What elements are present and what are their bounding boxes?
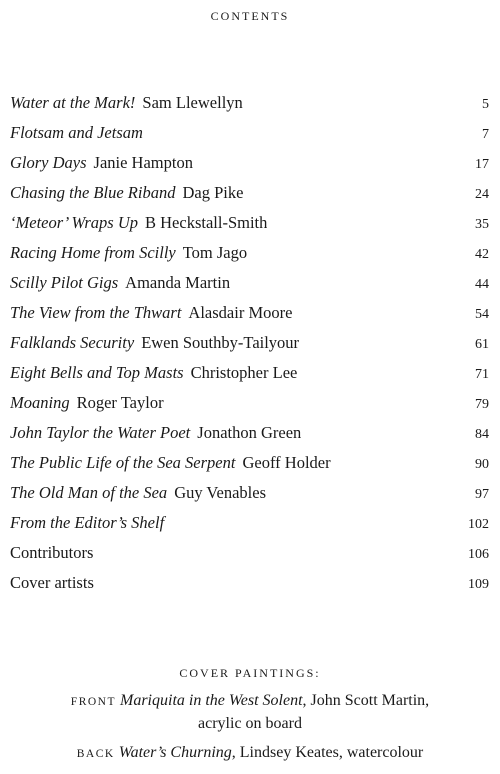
toc-entry [10, 393, 489, 423]
toc-author: Jonathon Green [197, 423, 302, 442]
toc-title: Falklands Security [10, 333, 135, 352]
toc-page: 17 [475, 157, 489, 172]
back-label: BACK [76, 748, 115, 760]
toc-entry [10, 453, 489, 483]
toc-entry [10, 513, 489, 543]
cover-paintings-heading: COVER PAINTINGS: [179, 666, 321, 680]
toc-author: Sam Llewellyn [142, 93, 243, 112]
toc-author: Tom Jago [182, 243, 248, 262]
toc-entry [10, 93, 489, 123]
contents-heading: CONTENTS [210, 9, 290, 23]
toc-title: The View from the Thwart [10, 303, 182, 322]
front-cover-credit [0, 690, 500, 713]
back-title: Water’s Churning [118, 744, 232, 761]
toc-title: Cover artists [10, 573, 94, 592]
toc-entry [10, 423, 489, 453]
toc-page: 106 [468, 547, 489, 562]
toc-title: Contributors [10, 543, 94, 562]
toc-author: Janie Hampton [93, 153, 193, 172]
toc-title: The Public Life of the Sea Serpent [10, 453, 236, 472]
front-title: Mariquita in the West Solent [120, 692, 303, 709]
toc-page: 71 [475, 367, 489, 382]
toc-author: Ewen Southby-Tailyour [141, 333, 300, 352]
toc-entry [10, 213, 489, 243]
toc-author: Dag Pike [182, 183, 244, 202]
toc-page: 54 [475, 307, 489, 322]
toc-entry [10, 183, 489, 213]
toc-author: Christopher Lee [190, 363, 298, 382]
toc-title: Scilly Pilot Gigs [10, 273, 119, 292]
toc-entry [10, 303, 489, 333]
toc-entry [10, 153, 489, 183]
front-credit: , John Scott Martin, [302, 692, 430, 709]
toc-author: Amanda Martin [125, 273, 231, 292]
toc-page: 35 [475, 217, 489, 232]
toc-title: ‘Meteor’ Wraps Up [10, 213, 139, 232]
toc-author: Guy Venables [174, 483, 266, 502]
toc-title: Moaning [10, 393, 70, 412]
toc-page: 84 [475, 427, 489, 442]
toc-author: Geoff Holder [242, 453, 331, 472]
toc-author: Roger Taylor [76, 393, 164, 412]
toc-entry [10, 273, 489, 303]
front-label: FRONT [70, 696, 116, 708]
toc-page: 109 [468, 577, 489, 592]
toc-page: 44 [475, 277, 489, 292]
toc-page: 24 [475, 187, 489, 202]
back-cover-credit [0, 742, 500, 765]
toc-page: 97 [475, 487, 489, 502]
toc-list [10, 93, 489, 603]
toc-page: 7 [482, 127, 489, 142]
toc-title: Glory Days [10, 153, 87, 172]
toc-author: B Heckstall-Smith [145, 213, 268, 232]
toc-page: 61 [475, 337, 489, 352]
toc-title: John Taylor the Water Poet [10, 423, 191, 442]
toc-page: 90 [475, 457, 489, 472]
toc-page: 102 [468, 517, 489, 532]
toc-page: 5 [482, 97, 489, 112]
toc-title: Eight Bells and Top Masts [10, 363, 184, 382]
toc-entry [10, 123, 489, 153]
front-medium: acrylic on board [198, 715, 302, 732]
toc-entry [10, 243, 489, 273]
toc-title: Chasing the Blue Riband [10, 183, 176, 202]
toc-title: Water at the Mark! [10, 93, 136, 112]
toc-page: 42 [475, 247, 489, 262]
cover-paintings [0, 666, 500, 765]
toc-title: Racing Home from Scilly [10, 243, 176, 262]
toc-entry [10, 543, 489, 573]
toc-entry [10, 333, 489, 363]
toc-page: 79 [475, 397, 489, 412]
toc-entry [10, 573, 489, 603]
toc-title: The Old Man of the Sea [10, 483, 168, 502]
toc-title: Flotsam and Jetsam [10, 123, 143, 142]
toc-entry [10, 363, 489, 393]
toc-entry [10, 483, 489, 513]
toc-author: Alasdair Moore [188, 303, 293, 322]
back-credit: , Lindsey Keates, watercolour [231, 744, 424, 761]
toc-title: From the Editor’s Shelf [10, 513, 165, 532]
